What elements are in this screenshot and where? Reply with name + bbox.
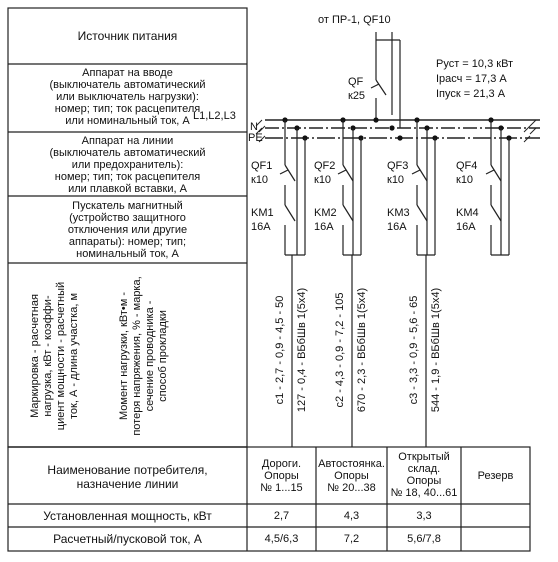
feeder-2-qf: QF2 [314,160,336,172]
feeder-1-marking: с1 - 2,7 - 0,9 - 4,5 - 50 [274,295,286,405]
feeder-3-km-rating: 16А [387,221,407,233]
line-device-line-3: или предохранитель): [71,159,184,171]
feeder-2-consumer-line-1: Автостоянка. [318,458,385,470]
feeder-4-consumer-line-1: Резерв [477,470,514,482]
marking-legend [29,282,80,430]
feeder-2-current: 7,2 [343,533,360,545]
feeder-2-consumer [316,458,387,494]
bus-pe-label: PE [248,132,263,144]
line-device-line-2: (выключатель автоматический [49,147,206,159]
marking-line-3: циент мощности - расчетный [55,281,67,431]
feeder-1-km-rating: 16А [251,221,271,233]
feeder-4-km-rating: 16А [456,221,476,233]
feeder-2-km: KM2 [314,207,337,219]
feeder-1-moment: 127 - 0,4 - ВБбШв 1(5х4) [296,287,308,413]
current-header: Расчетный/пусковой ток, А [53,532,202,546]
line-device-line-4: номер; тип; ток расцепителя [54,171,201,183]
input-device-line-2: (выключатель автоматический [49,79,206,91]
power-header: Установленная мощность, кВт [43,509,212,523]
feeder-3-consumer-line-2: склад. [407,463,441,475]
supply-p-set: Руст = 10,3 кВт [436,58,514,70]
feeder-1-qf: QF1 [251,160,273,172]
input-device-line-4: номер; тип; ток расцепителя [54,103,201,115]
feeder-1-consumer [247,458,316,494]
feeder-2-moment: 670 - 2,3 - ВБбШв 1(5х4) [356,287,368,413]
qf-main-rating: к25 [348,90,366,102]
feeder-4-qf-rating: к10 [456,174,474,186]
feeder-3-power: 3,3 [416,510,432,522]
moment-line-1: Момент нагрузки, кВт•м - [118,291,130,421]
feeder-1-power: 2,7 [273,510,290,522]
starter-line-1: Пускатель магнитный [72,200,183,212]
starter-label [8,200,247,260]
feeder-3-km: KM3 [387,207,410,219]
bus-n-label: N [250,121,258,133]
moment-legend [118,276,169,435]
feeder-1-current: 4,5/6,3 [264,533,299,545]
qf-main-label: QF [348,76,364,88]
feeder-3-consumer-line-4: № 18, 40...61 [390,487,458,499]
feeder-4-km: KM4 [456,207,479,219]
bus-phases-label: L1,L2,L3 [193,110,236,122]
feeder-2-marking: с2 - 4,3 - 0,9 - 7,2 - 105 [334,292,346,408]
supply-feed [371,32,400,128]
consumer-header-line-1: Наименование потребителя, [47,463,208,477]
feeder-branch-4 [486,120,509,255]
consumer-header-line-2: назначение линии [76,477,179,491]
starter-line-4: аппараты): номер; тип; [68,236,187,248]
supply-i-start: Iпуск = 21,3 А [436,88,506,100]
feeder-2-consumer-line-3: № 20...38 [327,482,376,494]
source-label: Источник питания [77,29,178,43]
supply-from-label: от ПР-1, QF10 [318,14,391,26]
feeder-3-consumer-line-3: Опоры [406,475,442,487]
marking-line-2: нагрузка, кВт - коэффи- [42,295,54,417]
feeder-3-marking: с3 - 3,3 - 0,9 - 5,6 - 65 [408,295,420,405]
input-device-line-5: или номинальный ток, А [65,115,190,127]
feeder-3-consumer [387,451,461,499]
feeder-1-qf-rating: к10 [251,174,269,186]
bus-junctions [282,117,511,140]
marking-line-4: ток, А - длина участка, м [68,292,80,420]
feeder-1-consumer-line-3: № 1...15 [260,482,303,494]
line-device-label [8,135,247,195]
feeder-1-km: KM1 [251,207,274,219]
feeder-4-qf: QF4 [456,160,478,172]
line-device-line-1: Аппарат на линии [81,135,174,147]
feeder-2-consumer-line-2: Опоры [334,470,369,482]
feeder-3-moment: 544 - 1,9 - ВБбШв 1(5х4) [430,287,442,413]
starter-line-5: номинальный ток, А [76,248,179,260]
feeder-3-qf: QF3 [387,160,409,172]
input-device-line-1: Аппарат на вводе [82,67,173,79]
starter-line-3: отключения или другие [67,224,188,236]
starter-line-2: (устройство защитного [69,212,186,224]
consumer-header [8,463,247,491]
moment-line-2: потеря напряжения, % - марка, [131,276,143,436]
feeder-4-consumer [461,470,530,482]
moment-line-4: способ прокладки [157,310,169,402]
feeder-3-current: 5,6/7,8 [407,533,441,545]
input-device-line-3: или выключатель нагрузки): [56,91,199,103]
line-device-line-5: или плавкой вставки, А [68,183,187,195]
feeder-3-consumer-line-1: Открытый [398,451,450,463]
supply-i-calc: Iрасч = 17,3 А [436,73,507,85]
feeder-2-km-rating: 16А [314,221,334,233]
feeder-3-qf-rating: к10 [387,174,405,186]
moment-line-3: сечение проводника - [144,300,156,412]
feeder-1-consumer-line-2: Опоры [264,470,299,482]
feeder-2-qf-rating: к10 [314,174,332,186]
marking-line-1: Маркировка - расчетная [29,294,41,418]
feeder-2-power: 4,3 [343,510,360,522]
feeder-1-consumer-line-1: Дороги. [261,458,302,470]
